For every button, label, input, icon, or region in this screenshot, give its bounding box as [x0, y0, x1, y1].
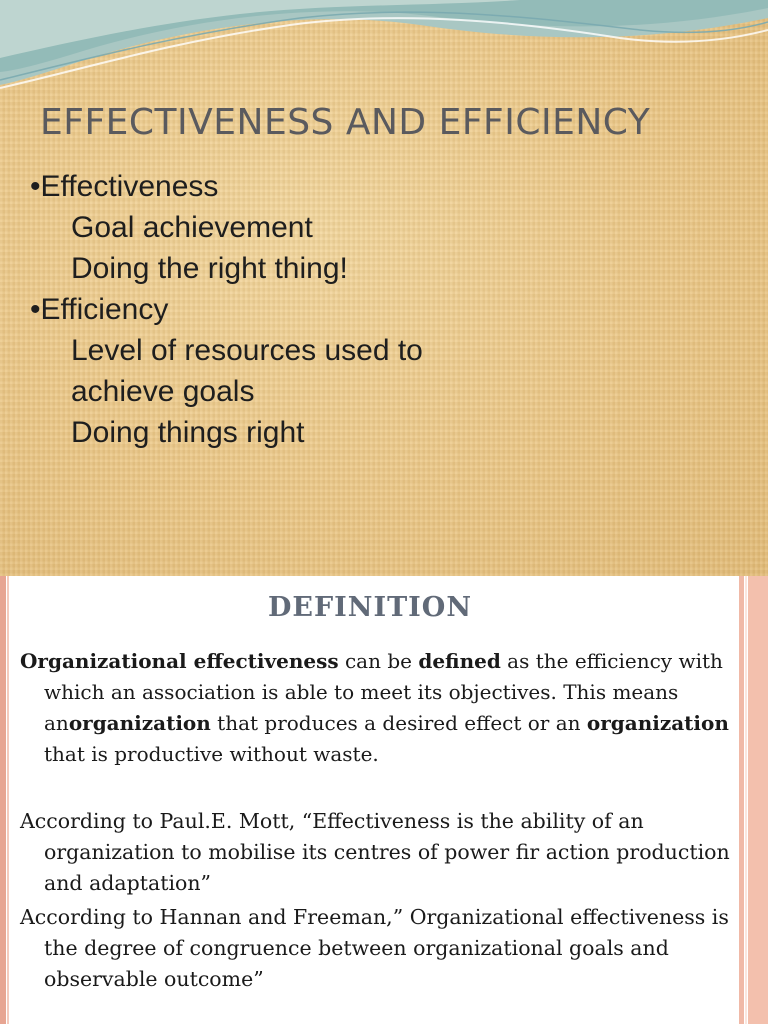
bold-term: organization — [68, 711, 211, 735]
text-run: that produces a desired effect or an — [210, 711, 587, 735]
slide-title: EFFECTIVENESS AND EFFICIENCY — [40, 102, 651, 143]
decorative-wave-banner — [0, 0, 768, 100]
bullet-list — [30, 166, 423, 453]
bullet-subitem: Doing the right thing! — [71, 252, 348, 285]
bullet-heading-effectiveness: •Effectiveness — [30, 170, 219, 203]
text-run: as the efficiency with which an association is able to meet its objectives. This means an — [44, 649, 723, 735]
slide-definition — [0, 576, 768, 1024]
text-run: that is productive without waste. — [44, 742, 379, 766]
bullet-heading-efficiency: •Efficiency — [30, 293, 169, 326]
definition-paragraph — [20, 646, 762, 770]
bullet-subitem: achieve goals — [71, 375, 255, 408]
bullet-subitem: Doing things right — [71, 416, 305, 449]
bold-term: defined — [418, 649, 501, 673]
mott-quote-paragraph: According to Paul.E. Mott, “Effectiveness is the ability of an organization to mobilise its centres of power fir action production and adaptation” — [20, 809, 730, 895]
bullet-subitem: Level of resources used to — [71, 334, 423, 367]
hannan-freeman-quote-paragraph: According to Hannan and Freeman,” Organizational effectiveness is the degree of congruence between organizational goals and observable outcome” — [20, 905, 729, 991]
text-run: can be — [338, 649, 419, 673]
bullet-subitem: Goal achievement — [71, 211, 313, 244]
bold-term: organization — [586, 711, 729, 735]
bold-term: Organizational effectiveness — [20, 649, 339, 673]
definition-title: DEFINITION — [267, 592, 473, 623]
left-border-stripe — [0, 576, 6, 1024]
left-border-stripe-thin — [7, 576, 9, 1024]
